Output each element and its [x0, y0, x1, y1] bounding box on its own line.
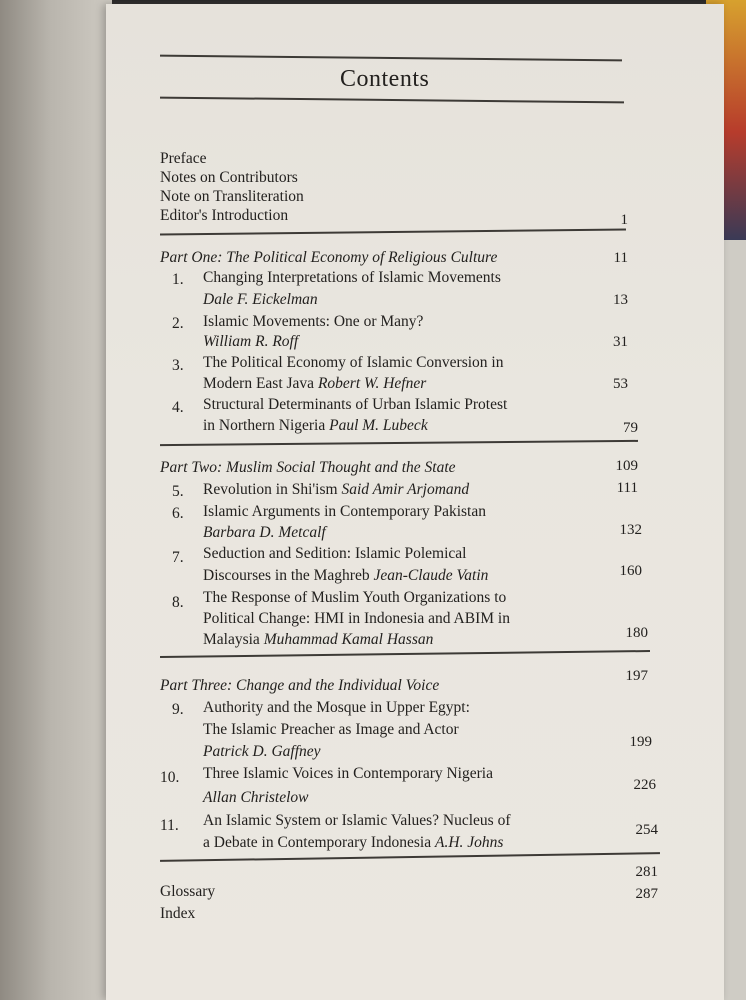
page-number: 197	[625, 668, 648, 684]
chapter-author: Dale F. Eickelman	[203, 291, 318, 308]
page-number: 199	[629, 734, 652, 750]
book-gutter	[0, 0, 112, 1000]
page-number: 1	[620, 212, 628, 228]
part-two-heading[interactable]: Part Two: Muslim Social Thought and the State	[160, 459, 456, 476]
toc-entry-transliteration[interactable]: Note on Transliteration	[160, 188, 304, 205]
page-number: 53	[613, 376, 628, 392]
chapter-number: 7.	[172, 549, 184, 566]
chapter-number: 8.	[172, 594, 184, 611]
chapter-number: 6.	[172, 505, 184, 522]
part-three-heading[interactable]: Part Three: Change and the Individual Voice	[160, 677, 440, 694]
chapter-title[interactable]: Seduction and Sedition: Islamic Polemical	[203, 545, 467, 562]
page-number: 160	[619, 563, 642, 579]
page-number: 109	[615, 458, 638, 474]
chapter-title-continued: The Islamic Preacher as Image and Actor	[203, 721, 459, 738]
page-number: 254	[635, 822, 658, 838]
chapter-title[interactable]: Changing Interpretations of Islamic Movements	[203, 269, 501, 286]
chapter-title[interactable]: The Political Economy of Islamic Conversion in	[203, 354, 504, 371]
chapter-title[interactable]: Islamic Arguments in Contemporary Pakistan	[203, 503, 486, 520]
chapter-number: 4.	[172, 399, 184, 416]
chapter-author: A.H. Johns	[435, 834, 504, 851]
toc-entry-index[interactable]: Index	[160, 905, 196, 922]
chapter-title-continued: Malaysia Muhammad Kamal Hassan	[203, 631, 434, 648]
chapter-title[interactable]: Islamic Movements: One or Many?	[203, 313, 424, 330]
chapter-number: 9.	[172, 701, 184, 718]
page-number: 31	[613, 334, 628, 350]
page-number: 132	[619, 522, 642, 538]
chapter-author: Said Amir Arjomand	[341, 481, 470, 498]
chapter-title-with-author[interactable]: Revolution in Shi'ism Said Amir Arjomand	[203, 481, 470, 498]
chapter-title[interactable]: The Response of Muslim Youth Organizations to	[203, 589, 507, 606]
chapter-number: 5.	[172, 483, 184, 500]
page-number: 11	[613, 250, 628, 266]
chapter-title-continued: in Northern Nigeria Paul M. Lubeck	[203, 417, 428, 434]
chapter-author: Jean-Claude Vatin	[373, 567, 489, 584]
chapter-author: William R. Roff	[203, 333, 299, 350]
part-one-heading[interactable]: Part One: The Political Economy of Religious Culture	[160, 249, 498, 266]
page-number: 79	[623, 420, 638, 436]
page-number: 226	[633, 777, 656, 793]
chapter-title[interactable]: Authority and the Mosque in Upper Egypt:	[203, 699, 470, 716]
chapter-title[interactable]: An Islamic System or Islamic Values? Nucleus of	[203, 812, 511, 829]
toc-entry-introduction[interactable]: Editor's Introduction	[160, 207, 289, 224]
toc-entry-glossary[interactable]: Glossary	[160, 883, 216, 900]
chapter-number: 10.	[160, 769, 180, 786]
page-number: 111	[616, 480, 638, 496]
chapter-author: Robert W. Hefner	[317, 375, 427, 392]
chapter-title-continued: Discourses in the Maghreb Jean-Claude Vatin	[203, 567, 489, 584]
chapter-title-continued: Political Change: HMI in Indonesia and ABIM in	[203, 610, 510, 627]
chapter-title[interactable]: Structural Determinants of Urban Islamic Protest	[203, 396, 508, 413]
chapter-author: Allan Christelow	[203, 789, 309, 806]
page-number: 281	[635, 864, 658, 880]
chapter-title-continued: Modern East Java Robert W. Hefner	[203, 375, 427, 392]
toc-entry-preface[interactable]: Preface	[160, 150, 207, 167]
page-title: Contents	[340, 66, 430, 92]
chapter-author: Barbara D. Metcalf	[203, 524, 326, 541]
chapter-number: 2.	[172, 315, 184, 332]
chapter-author: Patrick D. Gaffney	[203, 743, 321, 760]
chapter-title-continued: a Debate in Contemporary Indonesia A.H. Johns	[203, 834, 504, 851]
chapter-number: 1.	[172, 271, 184, 288]
page-number: 180	[625, 625, 648, 641]
page-number: 287	[635, 886, 658, 902]
chapter-author: Paul M. Lubeck	[329, 417, 428, 434]
page-number: 13	[613, 292, 628, 308]
toc-entry-contributors[interactable]: Notes on Contributors	[160, 169, 298, 186]
chapter-title[interactable]: Three Islamic Voices in Contemporary Nigeria	[203, 765, 493, 782]
chapter-number: 11.	[160, 817, 179, 834]
chapter-author: Muhammad Kamal Hassan	[263, 631, 434, 648]
chapter-number: 3.	[172, 357, 184, 374]
